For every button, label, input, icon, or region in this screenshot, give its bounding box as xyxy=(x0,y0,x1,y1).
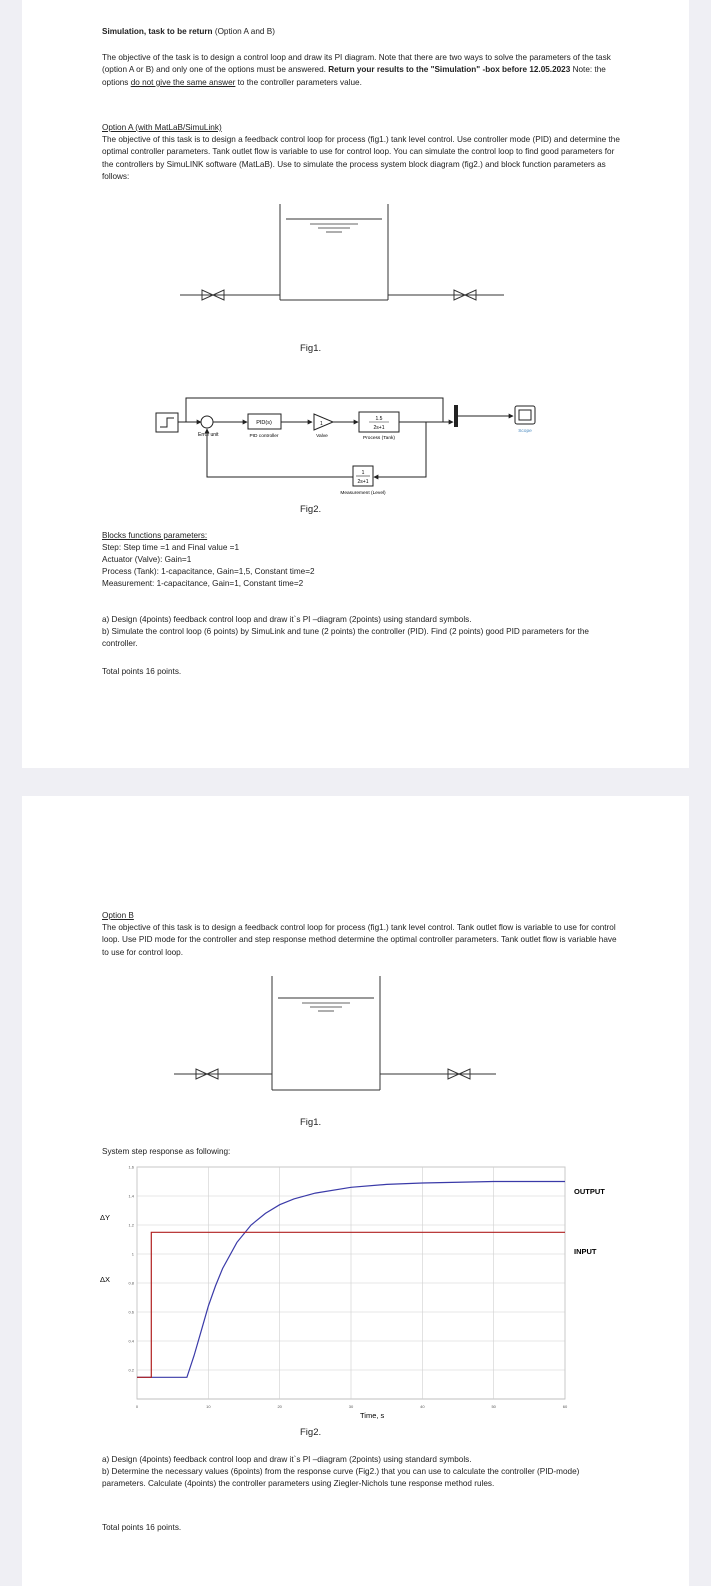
x-tick-label: 60 xyxy=(562,1404,568,1409)
y-tick-label: 1.6 xyxy=(128,1164,134,1170)
option-a-title: Option A (with MatLaB/SimuLink) xyxy=(102,123,222,132)
y-tick-label: 0.4 xyxy=(128,1338,134,1344)
option-b-title: Option B xyxy=(102,911,134,920)
pid-block-label: PID controller xyxy=(249,434,279,439)
x-tick-label: 20 xyxy=(277,1404,282,1409)
valve-gain-block xyxy=(314,414,333,430)
param-measurement: Measurement: 1-capacitance, Gain=1, Constant time=2 xyxy=(102,579,304,588)
option-b-body: The objective of this task is to design a feedback control loop for process (fig1.) tank level control. Tank outlet flow is variable to use for control loop. Use PID mode for the controller and step response method determine the optimal controller parameters. Tank outlet flow is variable have to use for control loop. xyxy=(102,923,617,957)
error-unit-label: Error unit xyxy=(198,432,219,438)
fig2-caption-a: Fig2. xyxy=(300,504,322,515)
pid-block-text: PID(s) xyxy=(256,420,272,426)
intro-paragraph: The objective of the task is to design a control loop and draw its PI diagram. Note that there are two ways to solve the parameters of the task (option A or B) and only one of the options must be answered. Return your results to the "Simulation" -box before 12.05.2023 Note: the options do not give the same answer to the controller parameters value. xyxy=(102,53,611,87)
delta-x-annotation: ΔX xyxy=(100,1275,111,1284)
option-a-task-b: b) Simulate the control loop (6 points) by SimuLink and tune (2 points) the controller (PID). Find (2 points) good PID parameters for the controller. xyxy=(102,627,589,649)
mux-bar-block xyxy=(454,405,458,427)
param-process: Process (Tank): 1-capacitance, Gain=1,5, Constant time=2 xyxy=(102,567,315,576)
scope-label: Scope xyxy=(518,429,532,434)
fig1-caption-a: Fig1. xyxy=(300,343,322,354)
option-a-total: Total points 16 points. xyxy=(102,667,182,676)
x-tick-label: 40 xyxy=(420,1404,425,1409)
x-tick-label: 50 xyxy=(491,1404,496,1409)
simulink-block-diagram xyxy=(22,0,689,520)
option-a-task-a: a) Design (4points) feedback control loop and draw it`s PI –diagram (2points) using standard symbols. xyxy=(102,615,472,624)
param-step: Step: Step time =1 and Final value =1 xyxy=(102,543,240,552)
fig1-caption-b: Fig1. xyxy=(300,1117,322,1128)
process-numerator: 1.5 xyxy=(375,416,383,422)
y-tick-label: 1.2 xyxy=(128,1222,134,1228)
step-block xyxy=(156,413,178,432)
page-option-a xyxy=(22,0,689,768)
delta-y-annotation: ΔY xyxy=(100,1213,111,1222)
x-tick-label: 10 xyxy=(206,1404,211,1409)
process-block-label: Process (Tank) xyxy=(363,436,395,441)
error-unit-sum xyxy=(201,416,213,428)
measurement-block-label: Measurement (Level) xyxy=(340,491,386,496)
y-tick-label: 0.8 xyxy=(128,1280,134,1286)
valve-gain-text: 1 xyxy=(320,421,323,427)
measurement-denominator: 2s+1 xyxy=(357,479,369,485)
fig2-caption-b: Fig2. xyxy=(300,1427,322,1438)
output-series-label: OUTPUT xyxy=(574,1187,605,1196)
option-b-task-b: b) Determine the necessary values (6points) from the response curve (Fig2.) that you can use to calculate the controller (PID-mode) parameters. Calculate (4points) the controller parameters using Ziegler-Nichols tune response method rules. xyxy=(102,1467,580,1489)
y-tick-label: 1 xyxy=(131,1251,134,1257)
document-heading: Simulation, task to be return (Option A and B) xyxy=(102,27,275,36)
y-tick-label: 0.2 xyxy=(128,1367,134,1373)
step-response-intro: System step response as following: xyxy=(102,1147,231,1156)
x-axis-label: Time, s xyxy=(360,1411,385,1420)
option-a-body: The objective of this task is to design a feedback control loop for process (fig1.) tank level control. Use controller mode (PID) and determine the optimal controller parameters. Tank outlet flow is variable to use for control loop. You can simulate the control loop to find good parameters for the controllers by SimuLINK software (MatLaB). Use to simulate the process system block diagram (fig2.) and block function parameters as follows: xyxy=(102,135,620,182)
x-tick-label: 0 xyxy=(135,1404,139,1409)
scope-block xyxy=(515,406,535,424)
input-series-label: INPUT xyxy=(574,1247,597,1256)
y-tick-label: 1.4 xyxy=(128,1193,134,1199)
x-tick-label: 30 xyxy=(348,1404,354,1409)
option-b-total: Total points 16 points. xyxy=(102,1523,182,1532)
valve-block-label: Valve xyxy=(316,434,328,439)
process-denominator: 2s+1 xyxy=(373,425,385,431)
measurement-numerator: 1 xyxy=(361,470,365,476)
y-tick-label: 0.6 xyxy=(128,1309,134,1315)
param-valve: Actuator (Valve): Gain=1 xyxy=(102,555,192,564)
params-title: Blocks functions parameters: xyxy=(102,531,208,540)
page-option-b xyxy=(22,796,689,1586)
option-b-task-a: a) Design (4points) feedback control loop and draw it`s PI –diagram (2points) using standard symbols. xyxy=(102,1455,472,1464)
